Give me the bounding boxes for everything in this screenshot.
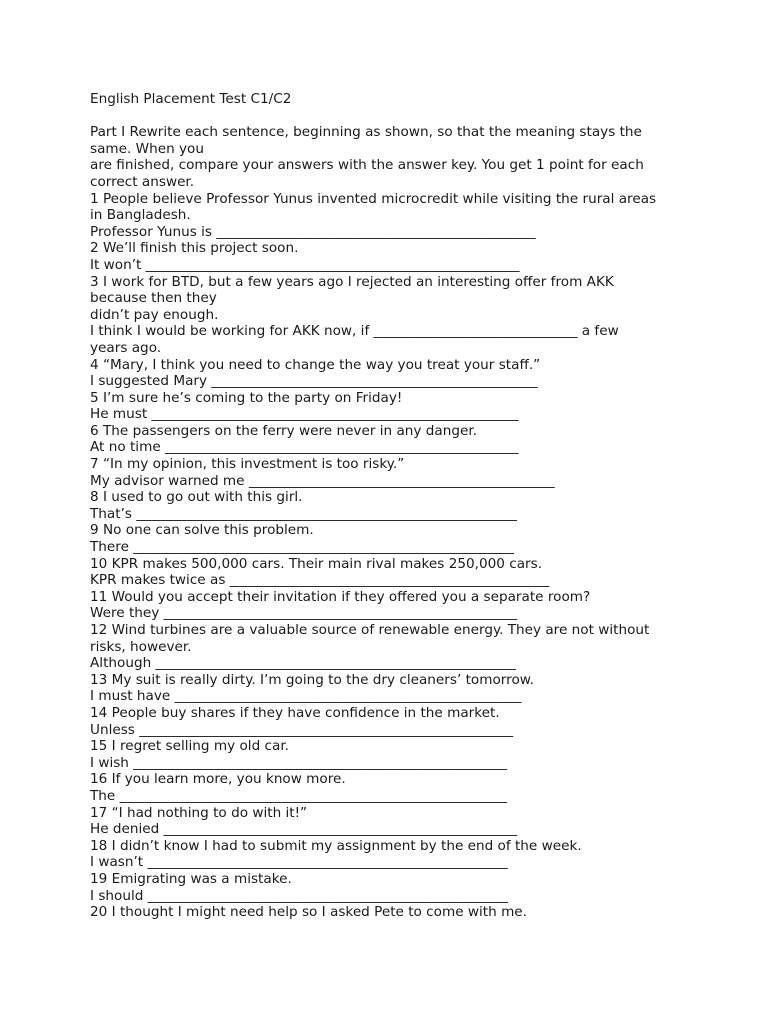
text-line: Professor Yunus is _______________________________________________ — [90, 223, 536, 240]
text-line: 20 I thought I might need help so I asked Pete to come with me. — [90, 904, 527, 921]
text-line: 4 “Mary, I think you need to change the way you treat your staff.” — [90, 356, 541, 373]
text-line: Unless _______________________________________________________ — [90, 721, 514, 738]
text-line: 16 If you learn more, you know more. — [90, 771, 346, 788]
text-line: 8 I used to go out with this girl. — [90, 489, 303, 506]
text-line: 10 KPR makes 500,000 cars. Their main rival makes 250,000 cars. — [90, 555, 543, 572]
text-line: I must have ___________________________________________________ — [90, 688, 522, 705]
text-line: in Bangladesh. — [90, 207, 191, 224]
text-line: 18 I didn’t know I had to submit my assignment by the end of the week. — [90, 837, 582, 854]
text-line: At no time ____________________________________________________ — [90, 439, 519, 456]
document-title: English Placement Test C1/C2 — [90, 91, 292, 107]
text-line: The _________________________________________________________ — [90, 787, 508, 804]
text-line: didn’t pay enough. — [90, 306, 219, 323]
text-line: There ________________________________________________________ — [90, 539, 514, 556]
text-line: 12 Wind turbines are a valuable source of renewable energy. They are not without — [90, 622, 650, 638]
text-line: are finished, compare your answers with the answer key. You get 1 point for each — [90, 157, 644, 174]
text-line: That’s ________________________________________________________ — [90, 505, 517, 522]
text-line: Part I Rewrite each sentence, beginning as shown, so that the meaning stays the — [90, 124, 642, 141]
text-line: risks, however. — [90, 638, 192, 655]
text-line: I wasn’t _____________________________________________________ — [90, 854, 508, 871]
text-line: 13 My suit is really dirty. I’m going to the dry cleaners’ tomorrow. — [90, 671, 534, 688]
text-line: He must ______________________________________________________ — [90, 406, 519, 423]
text-line: I suggested Mary ________________________________________________ — [90, 373, 538, 390]
text-line: 5 I’m sure he’s coming to the party on Friday! — [90, 389, 403, 406]
text-line: Were they ____________________________________________________ — [90, 605, 518, 622]
text-line: 3 I work for BTD, but a few years ago I rejected an interesting offer from AKK — [90, 273, 614, 290]
document-page — [90, 91, 680, 921]
text-line: Although _____________________________________________________ — [90, 655, 516, 672]
text-line: I think I would be working for AKK now, if ______________________________ a few — [90, 323, 619, 340]
text-line: years ago. — [90, 339, 162, 356]
text-line: 6 The passengers on the ferry were never in any danger. — [90, 422, 478, 439]
text-line: I wish _______________________________________________________ — [90, 754, 508, 771]
document-body — [90, 124, 680, 921]
text-line: same. When you — [90, 140, 204, 157]
text-line: 15 I regret selling my old car. — [90, 738, 289, 755]
text-line: 17 “I had nothing to do with it!” — [90, 804, 308, 821]
text-line: He denied ____________________________________________________ — [90, 821, 518, 838]
text-line: It won’t _______________________________________________________ — [90, 256, 520, 273]
text-line: 2 We’ll finish this project soon. — [90, 240, 299, 257]
spacer — [90, 108, 680, 125]
text-line: I should _____________________________________________________ — [90, 887, 508, 904]
text-line: 9 No one can solve this problem. — [90, 522, 314, 539]
text-line: 19 Emigrating was a mistake. — [90, 870, 292, 887]
text-line: correct answer. — [90, 173, 195, 190]
text-line: 14 People buy shares if they have confidence in the market. — [90, 704, 500, 721]
text-line: KPR makes twice as _______________________________________________ — [90, 572, 550, 589]
text-line: 7 “In my opinion, this investment is too risky.” — [90, 456, 405, 473]
text-line: 11 Would you accept their invitation if they offered you a separate room? — [90, 588, 591, 605]
text-line: 1 People believe Professor Yunus invented microcredit while visiting the rural areas — [90, 190, 657, 207]
text-line: because then they — [90, 290, 217, 307]
text-line: My advisor warned me _____________________________________________ — [90, 472, 555, 489]
